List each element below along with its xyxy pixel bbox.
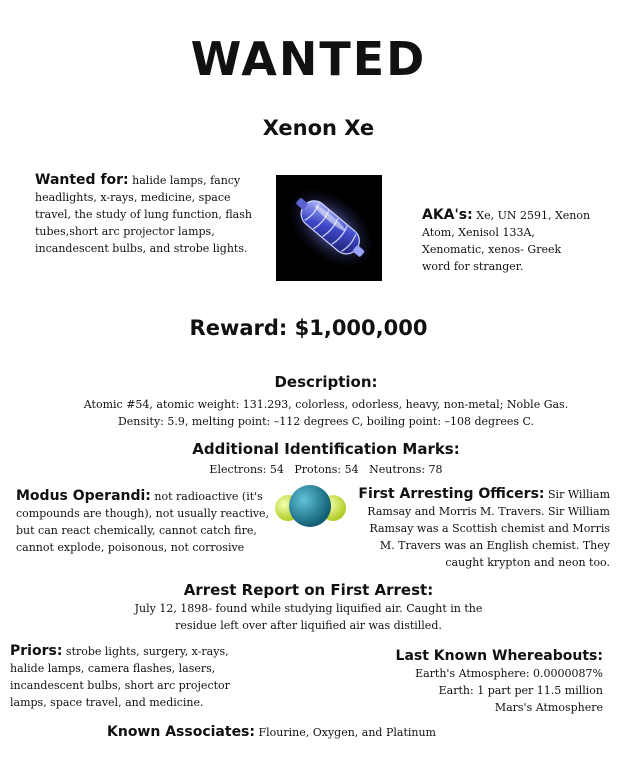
aka-text: Xe, UN 2591, Xenon Atom, Xenisol 133A, Xenomatic, xenos- Greek word for stranger. — [422, 209, 591, 273]
whereabouts-line-1: Earth's Atmosphere: 0.0000087% — [415, 667, 603, 680]
reward-heading: Reward: $1,000,000 — [189, 316, 428, 340]
known-associates-section — [107, 724, 557, 741]
aka-label: AKA's: — [422, 207, 473, 223]
wanted-for-text: halide lamps, fancy headlights, x-rays, medicine, space travel, the study of lung function, flash tubes,short arc projector lamps, incandescent bulbs, and strobe lights. — [35, 174, 252, 255]
modus-operandi-section — [16, 488, 271, 556]
priors-section — [10, 643, 250, 711]
whereabouts-label: Last Known Whereabouts: — [395, 648, 603, 664]
known-associates-label: Known Associates: — [107, 724, 255, 740]
priors-text: strobe lights, surgery, x-rays, halide lamps, camera flashes, lasers, incandescent bulbs, short arc projector lamps, space travel, and medicine. — [10, 645, 230, 709]
description-line-2: Density: 5.9, melting point: –112 degrees C, boiling point: –108 degrees C. — [117, 415, 535, 428]
modus-operandi-label: Modus Operandi: — [16, 488, 151, 504]
description-heading: Description: — [274, 373, 378, 391]
modus-operandi-text: not radioactive (it's compounds are though), not usually reactive, but can react chemically, cannot catch fire, cannot explode, poisonous, not corrosive — [16, 490, 270, 554]
identification-marks-text: Electrons: 54 Protons: 54 Neutrons: 78 — [209, 463, 443, 476]
page-title: WANTED — [190, 32, 427, 86]
xenon-difluoride-molecule-icon — [272, 482, 362, 530]
arrest-report-line-1: July 12, 1898- found while studying liquified air. Caught in the — [134, 602, 483, 615]
xenon-tube-icon — [276, 175, 382, 281]
arrest-report-heading: Arrest Report on First Arrest: — [183, 581, 434, 599]
whereabouts-section — [360, 648, 603, 716]
priors-label: Priors: — [10, 643, 63, 659]
wanted-for-label: Wanted for: — [35, 172, 129, 188]
description-line-1: Atomic #54, atomic weight: 131.293, colorless, odorless, heavy, non-metal; Noble Gas. — [83, 398, 569, 411]
arresting-officers-label: First Arresting Officers: — [358, 486, 545, 502]
arresting-officers-section — [352, 486, 610, 571]
identification-marks-heading: Additional Identification Marks: — [192, 440, 460, 458]
whereabouts-line-2: Earth: 1 part per 11.5 million — [438, 684, 603, 697]
whereabouts-line-3: Mars's Atmosphere — [494, 701, 603, 714]
arresting-officers-text: Sir William Ramsay and Morris M. Travers. Sir William Ramsay was a Scottish chemist and Morris M. Travers was an English chemist. They caught krypton and neon too. — [367, 488, 610, 569]
known-associates-text: Flourine, Oxygen, and Platinum — [258, 726, 436, 739]
wanted-for-section — [35, 172, 260, 257]
aka-section — [422, 207, 592, 275]
element-name: Xenon Xe — [262, 116, 375, 140]
arrest-report-line-2: residue left over after liquified air was distilled. — [175, 619, 442, 632]
